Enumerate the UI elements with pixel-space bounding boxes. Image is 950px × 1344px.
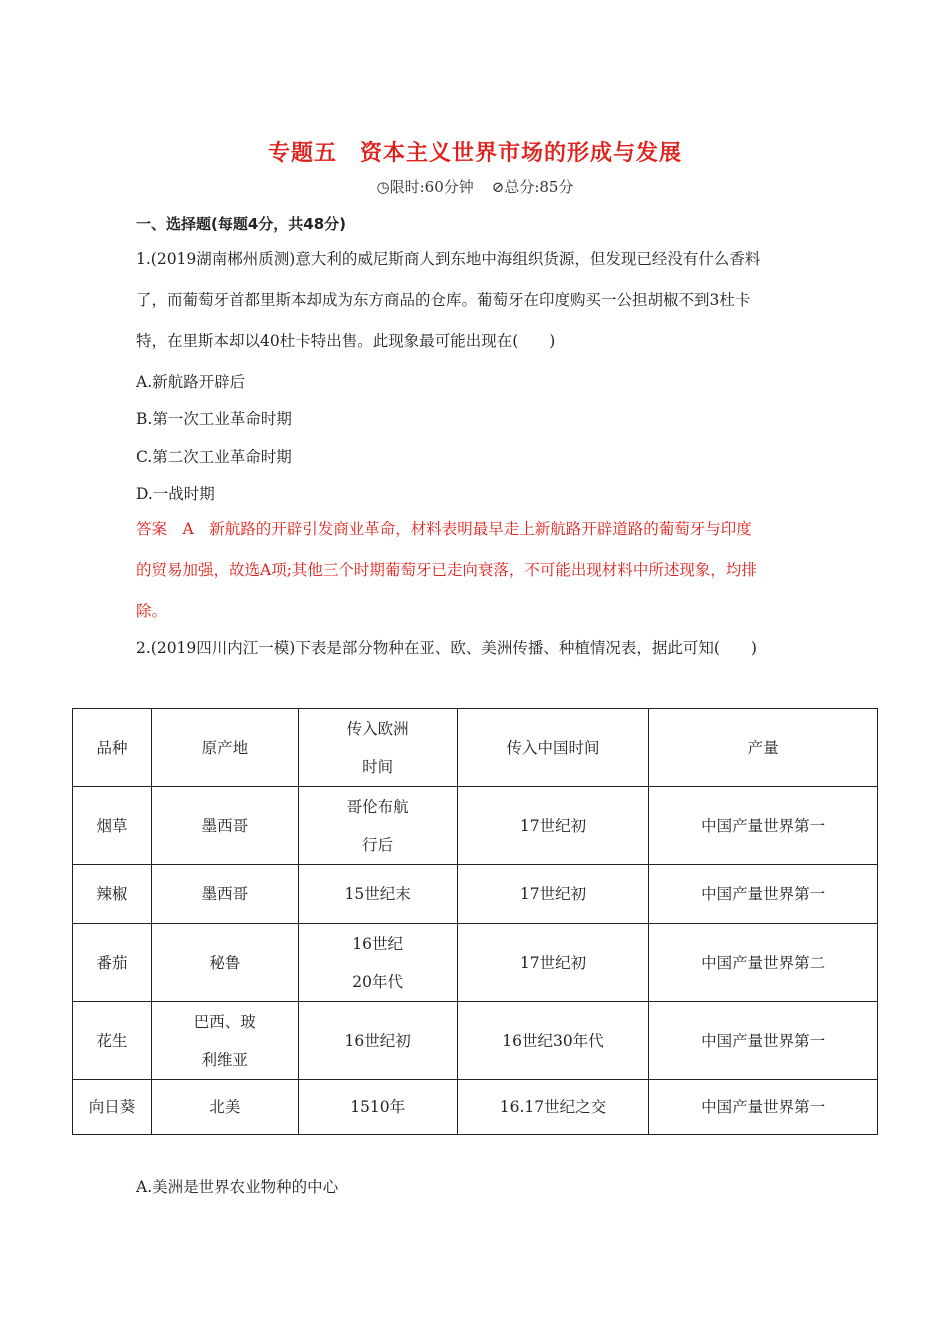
table-header-row [73,709,878,787]
answer-line: 答案 A 新航路的开辟引发商业革命，材料表明最早走上新航路开辟道路的葡萄牙与印度 [136,520,752,538]
time-limit: ◷限时:60分钟 [376,178,474,196]
header-cell [298,709,457,787]
table-row [73,1002,878,1080]
table-cell: 17世纪初 [457,924,649,1002]
table-cell [151,1002,298,1080]
cell-text: 哥伦布航行后 [346,797,409,854]
table-cell: 17世纪初 [457,865,649,924]
total-score: ⊘总分:85分 [491,178,574,196]
question-1-answer [136,509,826,632]
question-1-option-c: C.第二次工业革命时期 [136,448,292,466]
table-cell: 16世纪初 [298,1002,457,1080]
question-1-stem [136,239,816,362]
table-cell: 16世纪30年代 [457,1002,649,1080]
header-cell: 产量 [649,709,878,787]
answer-line: 除。 [136,602,168,620]
question-2-line: 2.(2019四川内江一模)下表是部分物种在亚、欧、美洲传播、种植情况表，据此可知( ) [136,639,757,657]
exam-meta [0,176,950,197]
table-cell: 17世纪初 [457,787,649,865]
question-1-option-d: D.一战时期 [136,485,215,503]
table-cell: 16.17世纪之交 [457,1080,649,1135]
header-cell: 品种 [73,709,152,787]
table-cell: 番茄 [73,924,152,1002]
question-1-line: 了，而葡萄牙首都里斯本却成为东方商品的仓库。葡萄牙在印度购买一公担胡椒不到3杜卡 [136,291,751,309]
table-cell: 北美 [151,1080,298,1135]
table-cell [298,924,457,1002]
question-2-stem [136,628,836,669]
table-cell: 烟草 [73,787,152,865]
question-1-line: 1.(2019湖南郴州质测)意大利的威尼斯商人到东地中海组织货源，但发现已经没有什么香料 [136,250,761,268]
table-row [73,924,878,1002]
table-cell [298,787,457,865]
page-title: 专题五 资本主义世界市场的形成与发展 [267,141,682,166]
section-heading: 一、选择题(每题4分，共48分) [136,215,347,233]
cell-text: 巴西、玻利维亚 [193,1012,256,1069]
table-cell: 秘鲁 [151,924,298,1002]
answer-line: 的贸易加强，故选A项;其他三个时期葡萄牙已走向衰落，不可能出现材料中所述现象，均排 [136,561,757,579]
question-1-option-a: A.新航路开辟后 [136,373,246,391]
table-row [73,1080,878,1135]
table-cell: 15世纪末 [298,865,457,924]
cell-text: 16世纪20年代 [352,934,404,991]
table-row [73,865,878,924]
species-table [72,708,878,1135]
table-cell: 辣椒 [73,865,152,924]
table-cell: 花生 [73,1002,152,1080]
table-cell: 中国产量世界第一 [649,787,878,865]
table-cell: 墨西哥 [151,787,298,865]
table-cell: 向日葵 [73,1080,152,1135]
table-cell: 中国产量世界第一 [649,1002,878,1080]
table-cell: 1510年 [298,1080,457,1135]
table-cell: 中国产量世界第二 [649,924,878,1002]
question-2-option-a: A.美洲是世界农业物种的中心 [136,1178,339,1196]
question-1-option-b: B.第一次工业革命时期 [136,410,292,428]
header-cell: 传入中国时间 [457,709,649,787]
header-cell: 原产地 [151,709,298,787]
table-cell: 墨西哥 [151,865,298,924]
header-text: 传入欧洲时间 [346,719,409,776]
question-1-line: 特，在里斯本却以40杜卡特出售。此现象最可能出现在( ) [136,332,556,350]
table-cell: 中国产量世界第一 [649,865,878,924]
table-row [73,787,878,865]
table-cell: 中国产量世界第一 [649,1080,878,1135]
